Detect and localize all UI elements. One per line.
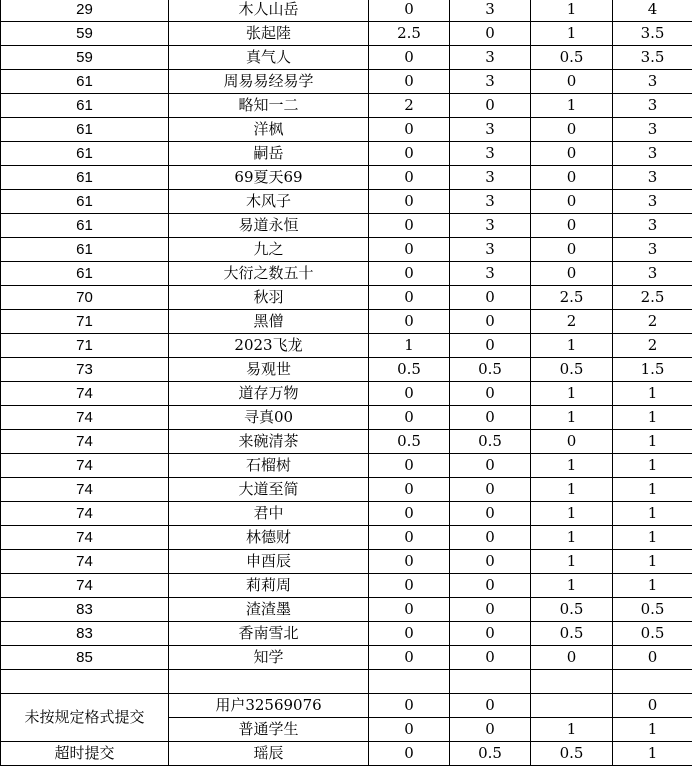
name-cell: 张起陸 — [169, 22, 369, 46]
score-cell: 0 — [369, 0, 450, 22]
total-cell: 1 — [613, 742, 692, 766]
score-cell: 0 — [369, 694, 450, 718]
total-cell: 3.5 — [613, 46, 692, 70]
score-cell: 0 — [531, 262, 613, 286]
rank-cell: 74 — [1, 526, 169, 550]
name-cell: 周易易经易学 — [169, 70, 369, 94]
score-cell: 0 — [531, 430, 613, 454]
rank-cell: 61 — [1, 190, 169, 214]
name-cell: 木风子 — [169, 190, 369, 214]
table-row — [1, 646, 692, 670]
score-cell: 0 — [450, 454, 531, 478]
score-cell: 0 — [450, 694, 531, 718]
total-cell: 1 — [613, 406, 692, 430]
table-row — [1, 190, 692, 214]
name-cell: 木人山岳 — [169, 0, 369, 22]
rank-cell: 71 — [1, 310, 169, 334]
score-cell: 0 — [369, 478, 450, 502]
score-cell: 1 — [531, 94, 613, 118]
score-cell: 0 — [531, 646, 613, 670]
total-cell: 0 — [613, 694, 692, 718]
rank-cell: 74 — [1, 502, 169, 526]
score-cell: 1 — [531, 406, 613, 430]
total-cell: 0.5 — [613, 598, 692, 622]
score-cell: 0 — [450, 622, 531, 646]
rank-cell: 59 — [1, 46, 169, 70]
total-cell: 1.5 — [613, 358, 692, 382]
score-cell: 2 — [531, 310, 613, 334]
table-row — [1, 358, 692, 382]
name-cell: 石榴树 — [169, 454, 369, 478]
table-row — [1, 430, 692, 454]
rank-cell: 74 — [1, 382, 169, 406]
total-cell: 1 — [613, 502, 692, 526]
total-cell: 3 — [613, 238, 692, 262]
score-cell: 1 — [531, 502, 613, 526]
score-cell: 0 — [450, 550, 531, 574]
score-cell: 1 — [531, 454, 613, 478]
name-cell: 来碗清茶 — [169, 430, 369, 454]
score-cell: 3 — [450, 214, 531, 238]
rank-cell: 83 — [1, 598, 169, 622]
score-cell: 2 — [369, 94, 450, 118]
score-cell: 0 — [369, 46, 450, 70]
score-cell: 3 — [450, 190, 531, 214]
score-cell: 0 — [531, 166, 613, 190]
score-cell: 0 — [369, 718, 450, 742]
rank-cell: 61 — [1, 70, 169, 94]
score-cell: 3 — [450, 142, 531, 166]
total-cell: 3 — [613, 214, 692, 238]
table-row — [1, 94, 692, 118]
total-cell: 1 — [613, 382, 692, 406]
name-cell: 黑僧 — [169, 310, 369, 334]
name-cell: 秋羽 — [169, 286, 369, 310]
score-cell: 0 — [369, 214, 450, 238]
total-cell: 3 — [613, 166, 692, 190]
rank-cell: 61 — [1, 142, 169, 166]
total-cell: 0.5 — [613, 622, 692, 646]
total-cell: 3 — [613, 94, 692, 118]
name-cell: 2023飞龙 — [169, 334, 369, 358]
score-cell: 3 — [450, 166, 531, 190]
rank-cell: 74 — [1, 478, 169, 502]
total-cell: 1 — [613, 526, 692, 550]
table-row — [1, 0, 692, 22]
name-cell: 易观世 — [169, 358, 369, 382]
rank-cell: 71 — [1, 334, 169, 358]
score-cell: 0.5 — [531, 622, 613, 646]
score-cell: 0.5 — [531, 358, 613, 382]
name-cell: 瑶辰 — [169, 742, 369, 766]
rank-cell: 74 — [1, 430, 169, 454]
name-cell: 用户32569076 — [169, 694, 369, 718]
table-row — [1, 70, 692, 94]
score-cell: 0 — [369, 598, 450, 622]
score-cell: 0 — [369, 574, 450, 598]
score-cell: 0 — [369, 526, 450, 550]
total-cell: 1 — [613, 550, 692, 574]
score-cell: 0 — [369, 646, 450, 670]
score-cell: 0.5 — [531, 742, 613, 766]
score-cell: 0 — [531, 142, 613, 166]
name-cell: 大道至简 — [169, 478, 369, 502]
total-cell: 3.5 — [613, 22, 692, 46]
table-row — [1, 142, 692, 166]
table-row — [1, 334, 692, 358]
score-cell: 0 — [450, 574, 531, 598]
rank-cell: 73 — [1, 358, 169, 382]
table-row — [1, 238, 692, 262]
score-cell: 1 — [531, 526, 613, 550]
rank-cell: 74 — [1, 406, 169, 430]
total-cell: 1 — [613, 454, 692, 478]
score-cell: 0.5 — [531, 46, 613, 70]
blank-cell — [613, 670, 692, 694]
score-cell: 0 — [450, 598, 531, 622]
table-row — [1, 454, 692, 478]
score-cell: 0.5 — [531, 598, 613, 622]
score-cell: 0 — [369, 382, 450, 406]
table-row — [1, 526, 692, 550]
table-row — [1, 382, 692, 406]
score-cell: 3 — [450, 262, 531, 286]
score-cell: 0.5 — [369, 358, 450, 382]
total-cell: 3 — [613, 262, 692, 286]
rank-cell: 70 — [1, 286, 169, 310]
total-cell: 4 — [613, 0, 692, 22]
table-row — [1, 478, 692, 502]
rank-cell: 83 — [1, 622, 169, 646]
total-cell: 1 — [613, 718, 692, 742]
score-cell: 0 — [369, 70, 450, 94]
rank-cell: 61 — [1, 262, 169, 286]
table-row — [1, 214, 692, 238]
name-cell: 普通学生 — [169, 718, 369, 742]
rank-cell: 61 — [1, 118, 169, 142]
score-cell: 0 — [450, 718, 531, 742]
rank-cell: 74 — [1, 550, 169, 574]
score-cell: 0 — [369, 166, 450, 190]
name-cell: 知学 — [169, 646, 369, 670]
score-cell: 3 — [450, 70, 531, 94]
score-cell: 0 — [531, 238, 613, 262]
table-row — [1, 574, 692, 598]
name-cell: 香南雪北 — [169, 622, 369, 646]
name-cell: 寻真00 — [169, 406, 369, 430]
score-cell: 0 — [450, 94, 531, 118]
table-row — [1, 406, 692, 430]
rank-cell: 59 — [1, 22, 169, 46]
score-cell: 0 — [369, 622, 450, 646]
score-cell: 2.5 — [531, 286, 613, 310]
score-cell: 1 — [531, 382, 613, 406]
total-cell: 3 — [613, 118, 692, 142]
special-rows — [1, 670, 692, 766]
score-cell: 0.5 — [450, 742, 531, 766]
total-cell: 2 — [613, 310, 692, 334]
score-cell: 1 — [531, 478, 613, 502]
score-cell: 0 — [531, 214, 613, 238]
rank-cell: 61 — [1, 166, 169, 190]
score-cell: 0 — [369, 310, 450, 334]
score-cell: 0 — [450, 478, 531, 502]
score-cell: 0.5 — [450, 430, 531, 454]
score-cell: 0 — [369, 286, 450, 310]
total-cell: 3 — [613, 142, 692, 166]
total-cell: 2 — [613, 334, 692, 358]
score-cell: 0 — [450, 334, 531, 358]
score-cell: 3 — [450, 118, 531, 142]
table-row — [1, 22, 692, 46]
name-cell: 大衍之数五十 — [169, 262, 369, 286]
rank-cell: 61 — [1, 238, 169, 262]
score-cell: 1 — [531, 22, 613, 46]
score-cell: 1 — [531, 334, 613, 358]
total-cell: 0 — [613, 646, 692, 670]
score-cell: 0 — [369, 550, 450, 574]
score-cell: 2.5 — [369, 22, 450, 46]
blank-cell — [1, 670, 169, 694]
blank-cell — [450, 670, 531, 694]
score-cell: 0 — [450, 646, 531, 670]
score-cell: 0 — [450, 286, 531, 310]
rank-cell: 74 — [1, 574, 169, 598]
table-row — [1, 286, 692, 310]
score-table-body — [1, 0, 692, 670]
score-cell: 0.5 — [450, 358, 531, 382]
name-cell: 林德财 — [169, 526, 369, 550]
score-cell: 0 — [369, 502, 450, 526]
table-row — [1, 694, 692, 718]
name-cell: 申酉辰 — [169, 550, 369, 574]
table-row — [1, 598, 692, 622]
score-cell: 0 — [531, 70, 613, 94]
score-cell: 0 — [531, 190, 613, 214]
score-cell: 1 — [531, 550, 613, 574]
name-cell: 洋枫 — [169, 118, 369, 142]
score-cell: 0 — [369, 118, 450, 142]
name-cell: 真气人 — [169, 46, 369, 70]
total-cell: 3 — [613, 190, 692, 214]
blank-cell — [531, 670, 613, 694]
total-cell: 1 — [613, 430, 692, 454]
score-cell: 1 — [531, 0, 613, 22]
total-cell: 1 — [613, 478, 692, 502]
table-row — [1, 46, 692, 70]
table-row — [1, 622, 692, 646]
name-cell: 道存万物 — [169, 382, 369, 406]
score-cell: 0 — [450, 22, 531, 46]
late-format-label: 未按规定格式提交 — [1, 694, 169, 742]
score-cell: 0 — [369, 406, 450, 430]
table-row — [1, 166, 692, 190]
total-cell: 3 — [613, 70, 692, 94]
score-cell: 0 — [369, 142, 450, 166]
score-cell: 0 — [450, 502, 531, 526]
score-cell: 3 — [450, 46, 531, 70]
score-cell: 0.5 — [369, 430, 450, 454]
score-cell: 0 — [531, 118, 613, 142]
blank-row — [1, 670, 692, 694]
table-row — [1, 502, 692, 526]
table-row — [1, 118, 692, 142]
table-row — [1, 310, 692, 334]
score-cell: 0 — [450, 310, 531, 334]
table-row — [1, 550, 692, 574]
name-cell: 69夏天69 — [169, 166, 369, 190]
score-cell: 1 — [531, 574, 613, 598]
name-cell: 九之 — [169, 238, 369, 262]
score-cell: 3 — [450, 238, 531, 262]
overtime-label: 超时提交 — [1, 742, 169, 766]
name-cell: 莉莉周 — [169, 574, 369, 598]
blank-cell — [169, 670, 369, 694]
score-cell — [531, 694, 613, 718]
table-row — [1, 262, 692, 286]
score-cell: 1 — [369, 334, 450, 358]
score-cell: 0 — [450, 406, 531, 430]
rank-cell: 85 — [1, 646, 169, 670]
name-cell: 略知一二 — [169, 94, 369, 118]
score-cell: 0 — [369, 238, 450, 262]
score-cell: 3 — [450, 0, 531, 22]
rank-cell: 29 — [1, 0, 169, 22]
total-cell: 1 — [613, 574, 692, 598]
name-cell: 嗣岳 — [169, 142, 369, 166]
score-cell: 0 — [369, 262, 450, 286]
score-cell: 0 — [450, 382, 531, 406]
score-cell: 0 — [369, 190, 450, 214]
blank-cell — [369, 670, 450, 694]
score-cell: 0 — [450, 526, 531, 550]
rank-cell: 61 — [1, 94, 169, 118]
rank-cell: 74 — [1, 454, 169, 478]
name-cell: 君中 — [169, 502, 369, 526]
score-cell: 0 — [369, 742, 450, 766]
table-row — [1, 742, 692, 766]
name-cell: 渣渣墨 — [169, 598, 369, 622]
score-cell: 0 — [369, 454, 450, 478]
total-cell: 2.5 — [613, 286, 692, 310]
name-cell: 易道永恒 — [169, 214, 369, 238]
rank-cell: 61 — [1, 214, 169, 238]
score-cell: 1 — [531, 718, 613, 742]
